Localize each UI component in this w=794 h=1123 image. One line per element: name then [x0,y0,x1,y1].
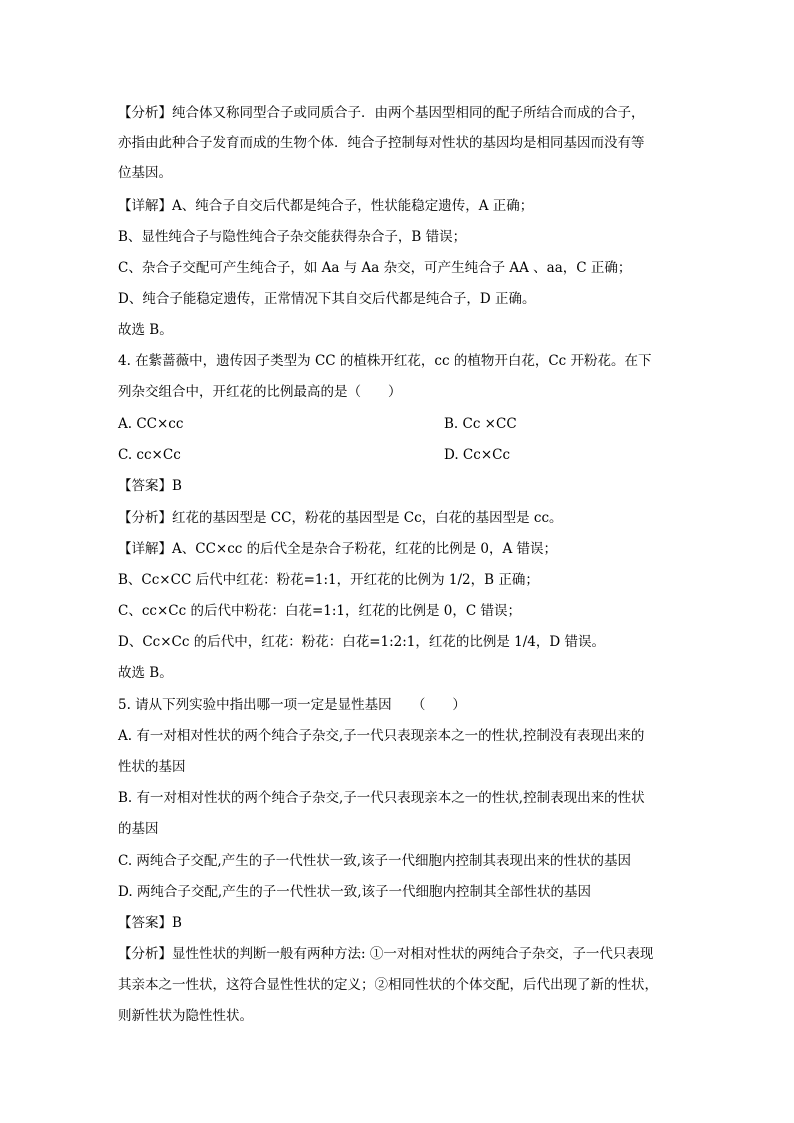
conclusion-line: 故选 B。 [118,322,173,338]
question-4-stem-2: 列杂交组合中，开红花的比例最高的是（ ） [118,384,402,400]
question-5-stem: 5. 请从下列实验中指出哪一项一定是显性基因 （ ） [118,697,466,713]
question-4-option-d: D. Cc×Cc [444,447,511,463]
question-5-option-c: C. 两纯合子交配,产生的子一代性状一致,该子一代细胞内控制其表现出来的性状的基因 [118,853,632,869]
detail-line-d: D、Cc×Cc 的后代中，红花：粉花：白花=1:2:1，红花的比例是 1/4，D 错误。 [118,634,606,650]
analysis-line-3: 位基因。 [118,165,172,181]
detail-line-c: C、cc×Cc 的后代中粉花：白花=1:1，红花的比例是 0，C 错误； [118,603,521,619]
question-4-option-a: A. CC×cc [118,416,184,432]
analysis-line-3: 则新性状为隐性性状。 [118,1008,253,1024]
analysis-line-1: 【分析】显性性状的判断一般有两种方法: ①一对相对性状的两纯合子杂交，子一代只表现 [118,946,654,962]
question-5-option-a-2: 性状的基因 [118,759,186,775]
detail-line-a: 【详解】A、纯合子自交后代都是纯合子，性状能稳定遗传，A 正确； [118,198,534,214]
question-5-option-b-1: B. 有一对相对性状的两个纯合子杂交,子一代只表现亲本之一的性状,控制表现出来的性状 [118,790,645,806]
analysis-line-2: 亦指由此种合子发育而成的生物个体．纯合子控制每对性状的基因均是相同基因而没有等 [118,135,645,151]
question-5-option-d: D. 两纯合子交配,产生的子一代性状一致,该子一代细胞内控制其全部性状的基因 [118,884,592,900]
question-4-option-b: B. Cc ×CC [444,416,517,432]
question-5-option-a-1: A. 有一对相对性状的两个纯合子杂交,子一代只表现亲本之一的性状,控制没有表现出来的 [118,728,645,744]
analysis-line: 【分析】红花的基因型是 CC，粉花的基因型是 Cc，白花的基因型是 cc。 [118,510,563,526]
question-5-option-b-2: 的基因 [118,821,159,837]
detail-line-b: B、显性纯合子与隐性纯合子杂交能获得杂合子，B 错误； [118,229,467,245]
answer-line: 【答案】B [118,915,182,931]
question-4-option-c: C. cc×Cc [118,447,181,463]
analysis-line-1: 【分析】纯合体又称同型合子或同质合子．由两个基因型相同的配子所结合而成的合子， [118,105,645,121]
detail-line-a: 【详解】A、CC×cc 的后代全是杂合子粉花，红花的比例是 0，A 错误； [118,541,558,557]
detail-line-b: B、Cc×CC 后代中红花：粉花=1:1，开红花的比例为 1/2，B 正确； [118,572,539,588]
detail-line-d: D、纯合子能稳定遗传，正常情况下其自交后代都是纯合子，D 正确。 [118,291,536,307]
conclusion-line: 故选 B。 [118,665,173,681]
answer-line: 【答案】B [118,478,182,494]
analysis-line-2: 其亲本之一性状，这符合显性性状的定义；②相同性状的个体交配，后代出现了新的性状， [118,977,658,993]
detail-line-c: C、杂合子交配可产生纯合子，如 Aa 与 Aa 杂交，可产生纯合子 AA 、aa，C 正确； [118,260,632,276]
question-4-stem-1: 4. 在紫蔷薇中，遗传因子类型为 CC 的植株开红花，cc 的植物开白花，Cc 开粉花。在下 [118,353,652,369]
